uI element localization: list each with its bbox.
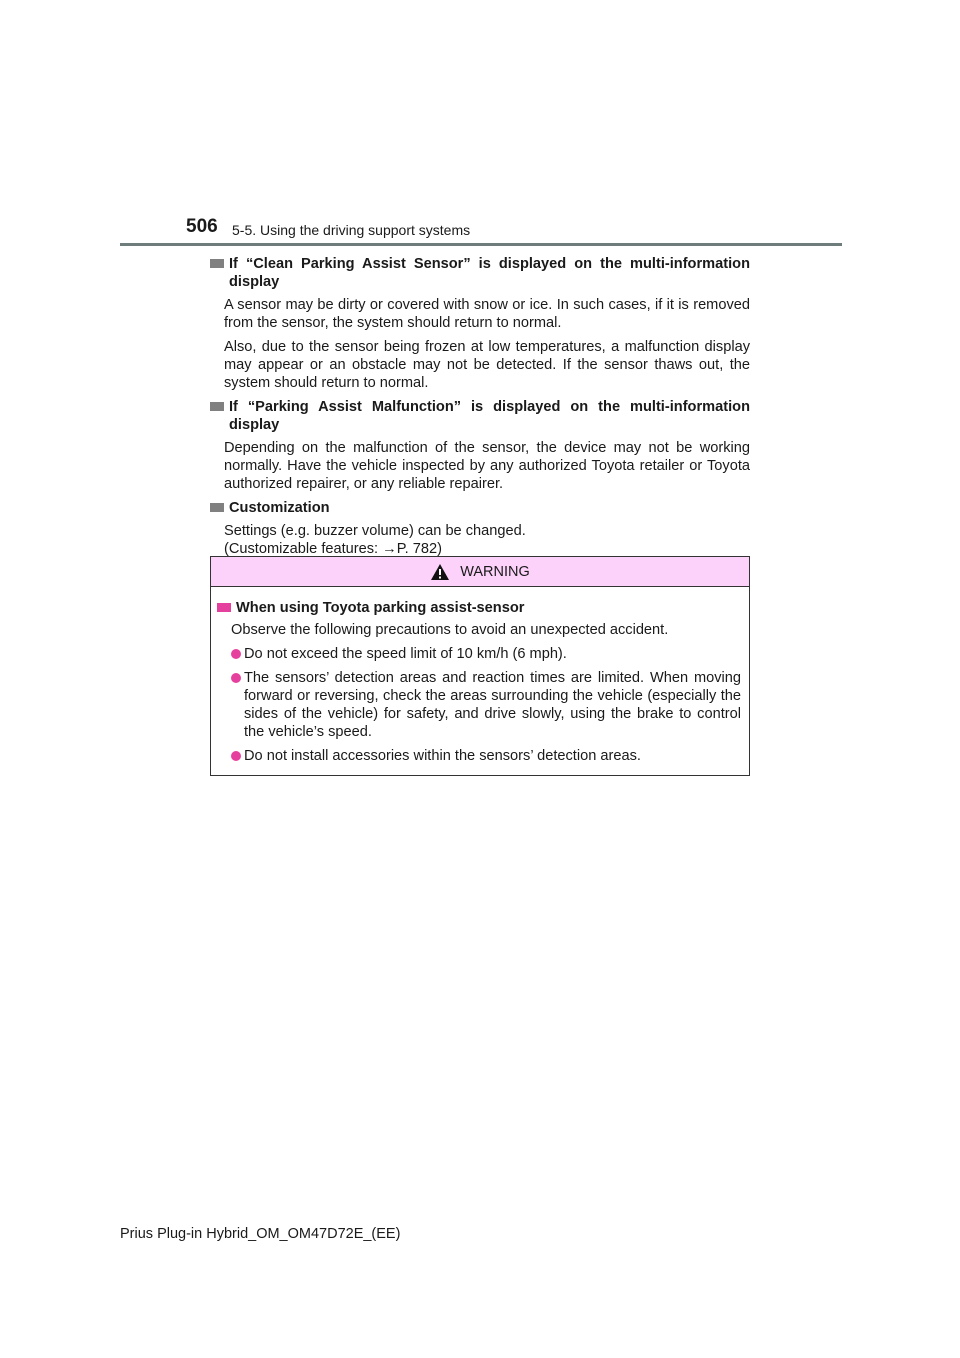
item-paragraph: Also, due to the sensor being frozen at low temperatures, a malfunction display may appear or an obstacle may not be detected. If the sensor thaws out, the system should return to normal. <box>224 339 750 391</box>
list-item: Do not exceed the speed limit of 10 km/h (6 mph). <box>231 645 741 663</box>
info-item-clean-sensor <box>210 255 750 392</box>
circle-bullet-icon <box>231 649 241 659</box>
page-number: 506 <box>186 216 218 237</box>
warning-triangle-icon <box>430 563 450 581</box>
warning-header <box>211 557 749 587</box>
header-rule <box>120 243 842 246</box>
section-title: 5-5. Using the driving support systems <box>232 222 471 238</box>
item-heading: If “Parking Assist Malfunction” is displayed on the multi-information display <box>229 399 750 433</box>
main-content <box>210 255 750 564</box>
square-bullet-icon <box>210 402 224 411</box>
item-heading: If “Clean Parking Assist Sensor” is displayed on the multi-information display <box>229 256 750 290</box>
warning-body <box>211 587 749 765</box>
warning-heading: When using Toyota parking assist-sensor <box>236 600 525 616</box>
warning-title: WARNING <box>460 563 530 580</box>
item-paragraph: A sensor may be dirty or covered with snow or ice. In such cases, if it is removed from the sensor, the system should return to normal. <box>224 297 750 331</box>
circle-bullet-icon <box>231 751 241 761</box>
warning-intro: Observe the following precautions to avoid an unexpected accident. <box>231 622 669 638</box>
item-paragraph: Settings (e.g. buzzer volume) can be changed. <box>224 523 526 539</box>
footer-document-id: Prius Plug-in Hybrid_OM_OM47D72E_(EE) <box>120 1226 401 1242</box>
item-paragraph: Depending on the malfunction of the sensor, the device may not be working normally. Have the vehicle inspected by any authorized Toyota retailer or Toyota authorized repairer, or any reliable repairer. <box>224 440 750 492</box>
info-item-customization <box>210 499 750 558</box>
list-item: Do not install accessories within the sensors’ detection areas. <box>231 747 741 765</box>
square-bullet-icon <box>210 259 224 268</box>
info-item-malfunction <box>210 398 750 493</box>
circle-bullet-icon <box>231 673 241 683</box>
square-bullet-icon <box>217 603 231 612</box>
square-bullet-icon <box>210 503 224 512</box>
item-heading: Customization <box>229 500 330 516</box>
warning-box <box>210 556 750 776</box>
item-paragraph-link[interactable]: (Customizable features: →P. 782) <box>224 541 442 557</box>
list-item: The sensors’ detection areas and reaction times are limited. When moving forward or reversing, check the areas surrounding the vehicle (especially the sides of the vehicle) for safety, and drive slowly, using the brake to control the vehicle’s speed. <box>231 669 741 741</box>
